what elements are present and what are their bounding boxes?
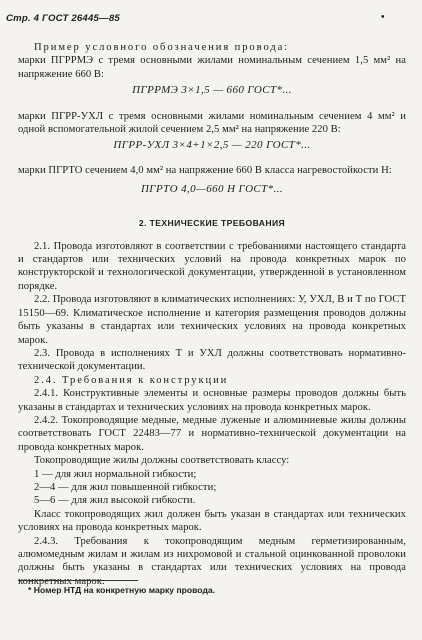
paragraph-2-1: 2.1. Провода изготовляют в соответствии с требованиями настоящего стандарта и стандартов или технических условий на провода конкретных марок по конструкторской и технологической документации, утвержденной в установленном порядке. [18,240,406,292]
example-heading: Пример условного обозначения провода: [34,42,290,53]
example-1-formula: ПГРРМЭ 3×1,5 — 660 ГОСТ*... [132,84,292,97]
paragraph-2-3: 2.3. Провода в исполнениях Т и УХЛ должны соответствовать нормативно-технической документации. [18,347,406,373]
page-header: Стр. 4 ГОСТ 26445—85 [6,13,120,24]
example-2-formula: ПГРР-УХЛ 3×4+1×2,5 — 220 ГОСТ*... [113,139,311,152]
example-1-text: марки ПГРРМЭ с тремя основными жилами номинальным сечением 1,5 мм² на напряжение 660 В: [18,55,406,80]
paragraph-2-2: 2.2. Провода изготовляют в климатических исполнениях: У, УХЛ, В и Т по ГОСТ 15150—69. Климатическое исполнение и категория размещения проводов должны быть указаны в стандартах или технических условиях на провода конкретных марок. [18,294,406,346]
example-3-formula: ПГРТО 4,0—660 Н ГОСТ*... [140,183,284,196]
paragraph-2-4-title: 2.4. Требования к конструкции [34,374,229,386]
paragraph-classes: Токопроводящие жилы должны соответствовать классу: [34,455,290,467]
example-2-text: марки ПГРР-УХЛ с тремя основными жилами номинальным сечением 4 мм² и одной вспомогательной жилой сечением 2,5 мм² на напряжение 220 В: [18,110,406,136]
paragraph-2-4-2: 2.4.2. Токопроводящие медные, медные луженые и алюминиевые жилы должны соответствовать ГОСТ 22483—77 и нормативно-технической документации на провода конкретных марок. [18,414,406,453]
example-3-text: марки ПГРТО сечением 4,0 мм² на напряжение 660 В класса нагревостойкости Н: [18,164,392,176]
paragraph-class-note: Класс токопроводящих жил должен быть указан в стандартах или технических условиях на провода конкретных марок. [18,508,406,534]
paragraph-2-4-3: 2.4.3. Требования к токопроводящим медным герметизированным, алюмомедным жилам и жилам из нихромовой и стальной оцинкованной проволоки должны быть указаны в стандартах или технических условиях на провода конкретных марок. [18,535,406,587]
footnote: * Номер НТД на конкретную марку провода. [28,585,216,595]
footnote-divider [18,580,138,581]
class-item: 1 — для жил нормальной гибкости; [34,468,197,480]
class-item: 2—4 — для жил повышенной гибкости; [34,481,217,493]
page-content [18,34,406,588]
section-title: 2. ТЕХНИЧЕСКИЕ ТРЕБОВАНИЯ [138,217,286,228]
corner-mark: • [381,12,385,23]
class-item: 5—6 — для жил высокой гибкости. [34,495,196,507]
paragraph-2-4-1: 2.4.1. Конструктивные элементы и основные размеры проводов должны быть указаны в стандартах и технических условиях на провода конкретных марок. [18,388,406,413]
